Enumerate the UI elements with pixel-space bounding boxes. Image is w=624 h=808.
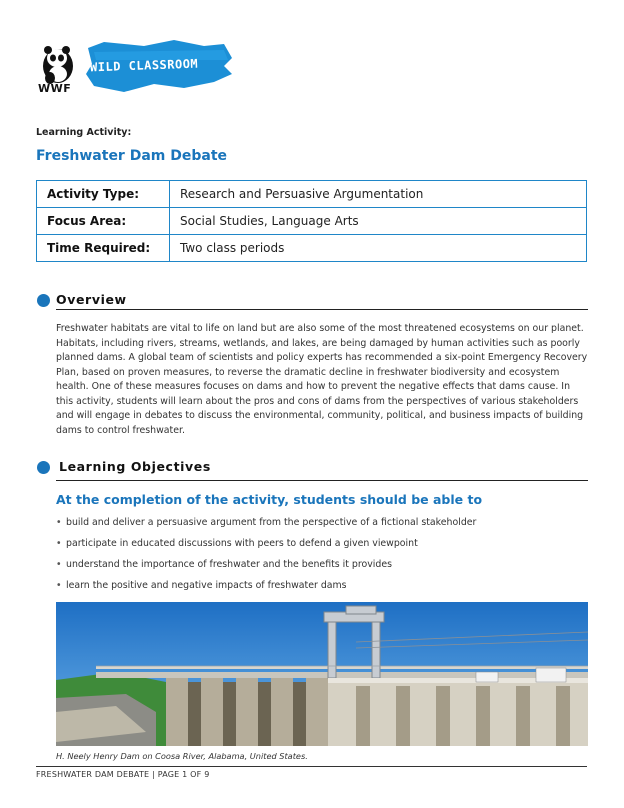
section-divider (56, 309, 588, 310)
table-row (37, 235, 587, 262)
table-value: Social Studies, Language Arts (170, 208, 587, 235)
list-item: • build and deliver a persuasive argument from the perspective of a fictional stakeholder (56, 512, 588, 533)
list-item: • understand the importance of freshwater and the benefits it provides (56, 554, 588, 575)
objectives-list (56, 512, 588, 596)
wwf-wordmark: WWF (38, 82, 72, 95)
table-key: Focus Area: (37, 208, 170, 235)
overview-paragraph: Freshwater habitats are vital to life on land but are also some of the most threatened ecosystems on our planet. Habitats, including rivers, streams, wetlands, and lakes, are being damaged by human activities such as poorly planned dams. A global team of scientists and policy experts has recommended a six-point Emergency Recovery Plan, based on proven measures, to reverse the dramatic decline in freshwater biodiversity and ecosystem health. One of these measures focuses on dams and how to prevent the negative effects that dams cause. In this activity, students will learn about the pros and cons of dams from the perspectives of various stakeholders and will engage in debates to discuss the environmental, community, political, and business impacts of building dams to control freshwater. (56, 323, 588, 436)
table-value: Research and Persuasive Argumentation (170, 181, 587, 208)
list-item: • learn the positive and negative impacts of freshwater dams (56, 575, 588, 596)
learning-objectives-heading: Learning Objectives (59, 459, 211, 474)
table-value: Two class periods (170, 235, 587, 262)
table-row (37, 208, 587, 235)
footer-divider (36, 766, 587, 767)
section-bullet-icon (37, 294, 50, 307)
learning-activity-label: Learning Activity: (36, 127, 132, 138)
page-footer: FRESHWATER DAM DEBATE | PAGE 1 OF 9 (36, 770, 210, 779)
list-item: • participate in educated discussions with peers to defend a given viewpoint (56, 533, 588, 554)
activity-info-table (36, 180, 587, 262)
photo-caption: H. Neely Henry Dam on Coosa River, Alabama, United States. (56, 751, 308, 761)
section-divider (56, 480, 588, 481)
table-row (37, 181, 587, 208)
section-bullet-icon (37, 461, 50, 474)
table-key: Time Required: (37, 235, 170, 262)
overview-heading: Overview (56, 292, 127, 307)
dam-photo (56, 602, 588, 746)
page-title: Freshwater Dam Debate (36, 148, 228, 164)
objectives-subheading: At the completion of the activity, students should be able to (56, 492, 483, 507)
table-key: Activity Type: (37, 181, 170, 208)
wild-classroom-brand: WILD CLASSROOM (89, 56, 199, 75)
